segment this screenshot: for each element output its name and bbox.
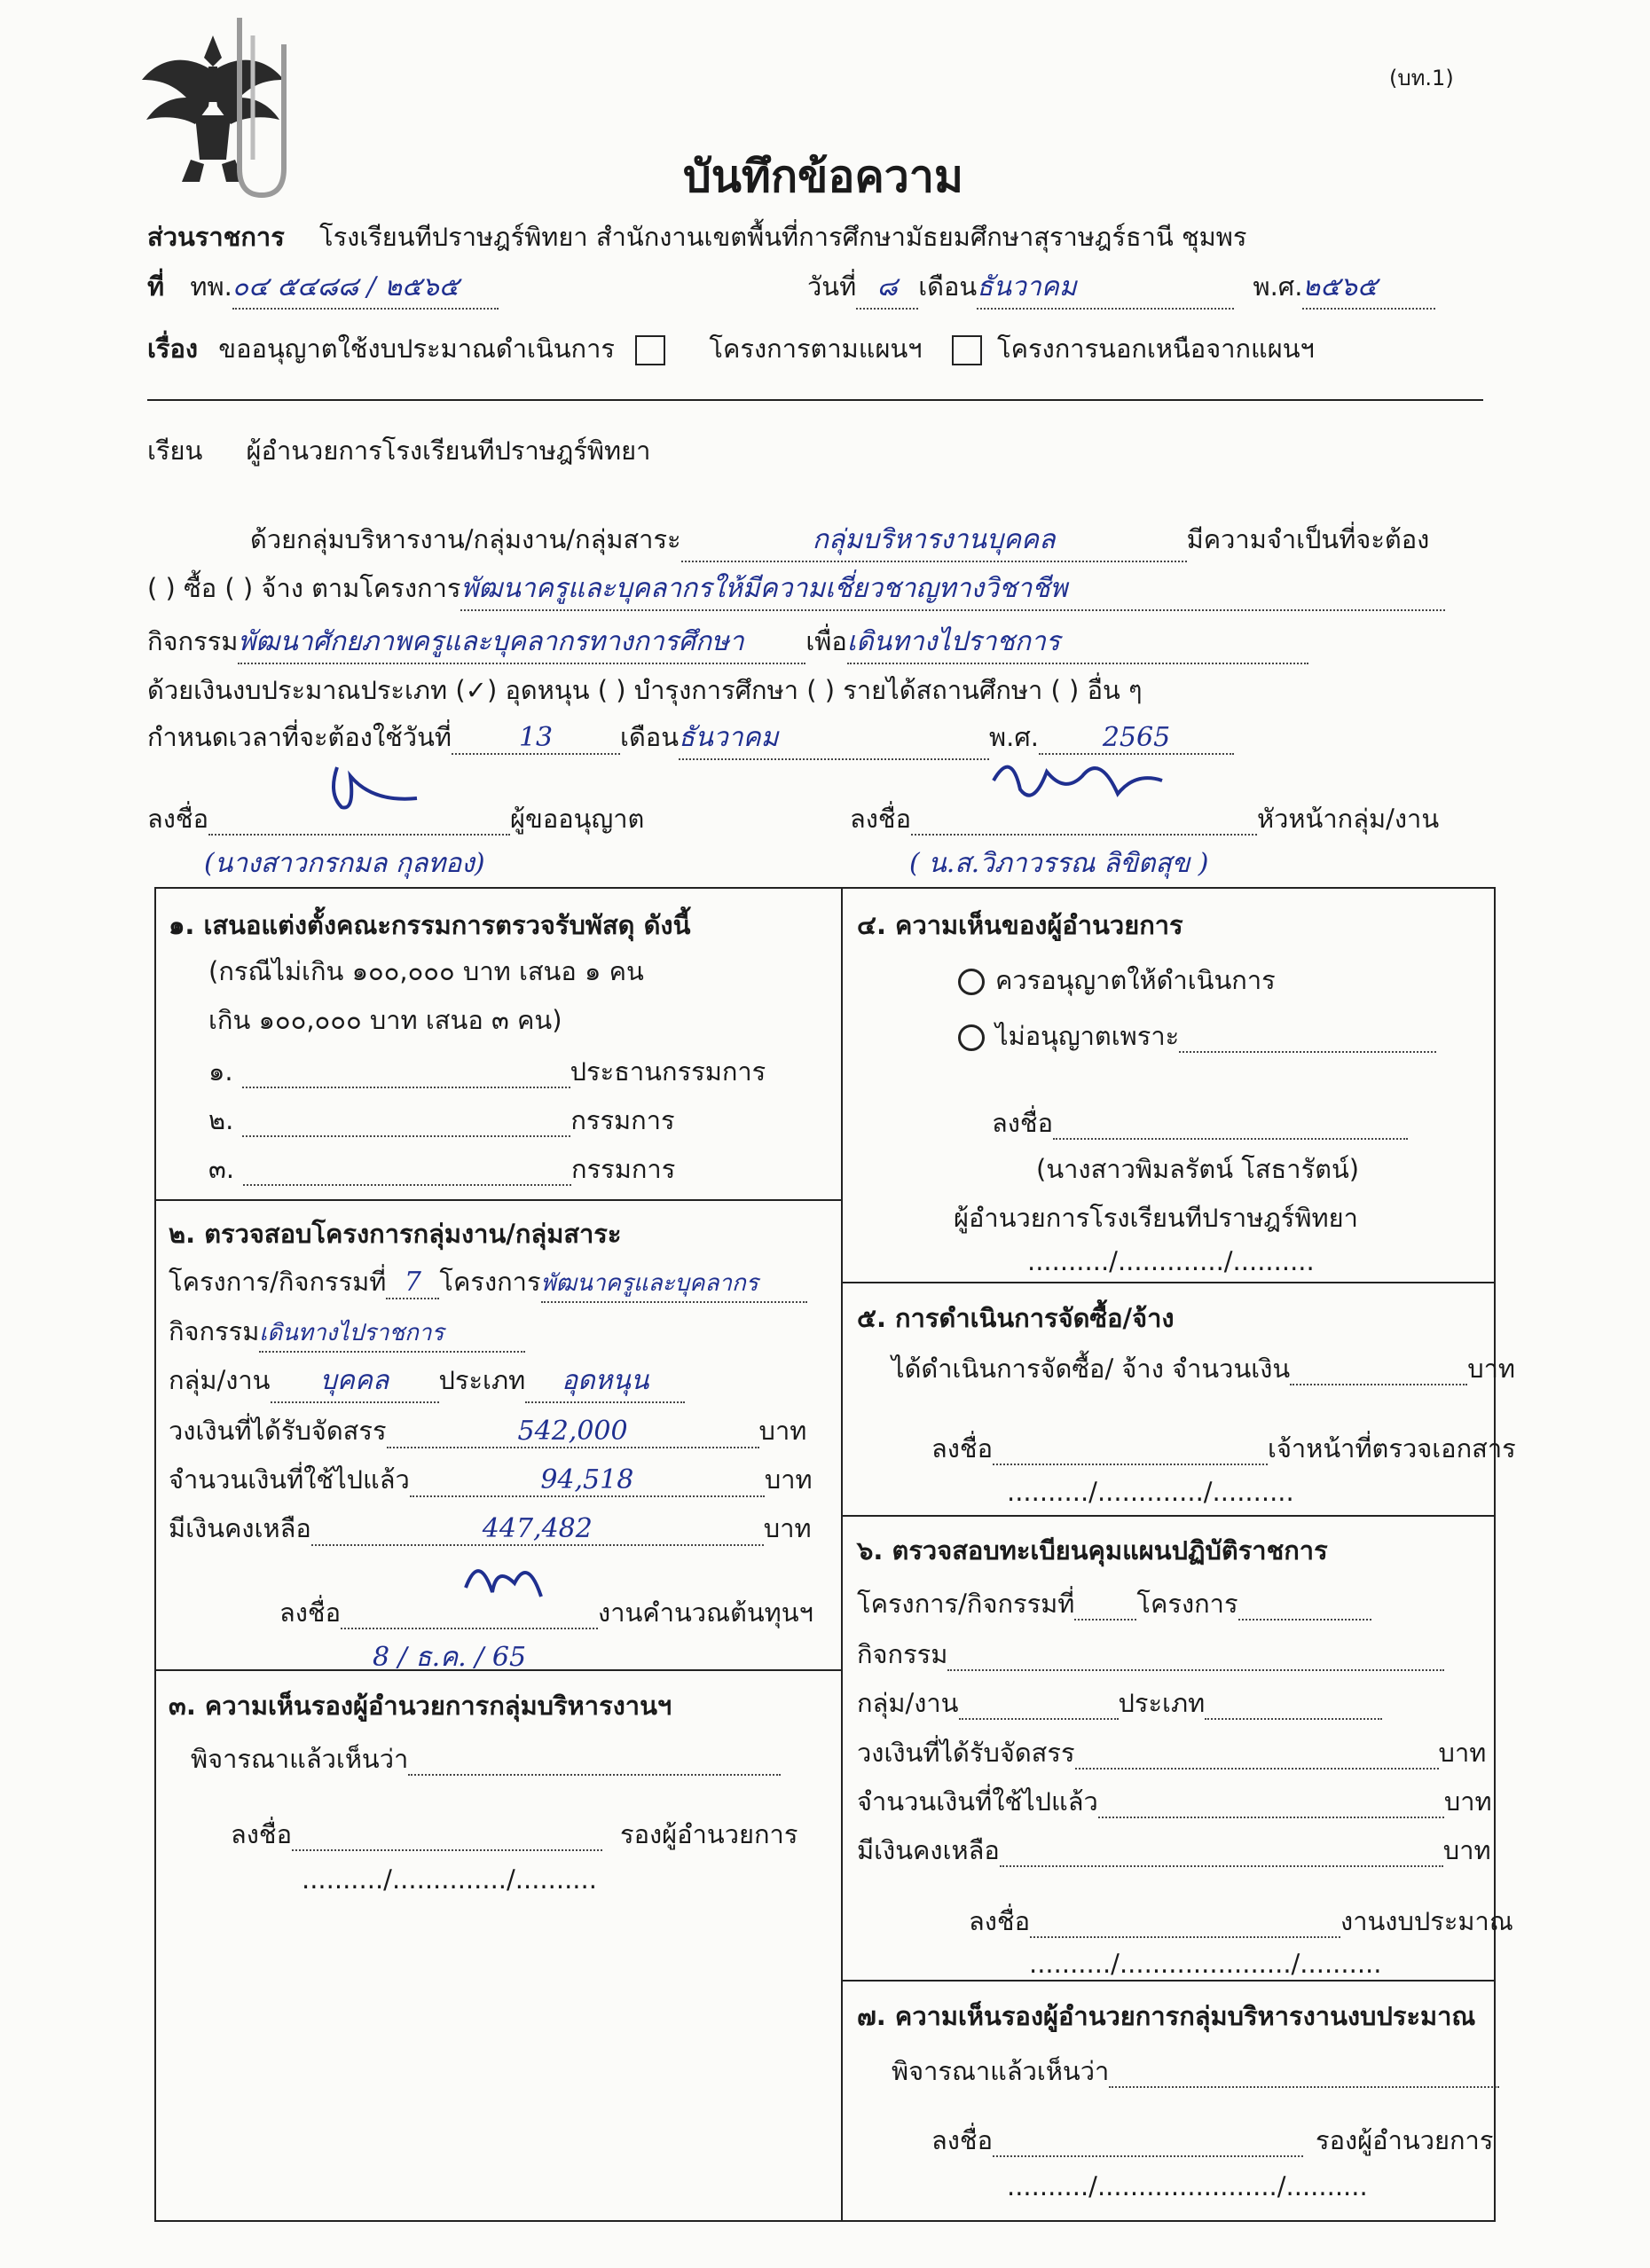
header-divider [147, 399, 1483, 401]
s6-group-label: กลุ่ม/งาน [857, 1688, 959, 1718]
s2-alloc-label: วงเงินที่ได้รับจัดสรร [169, 1416, 387, 1446]
s2-sign-date: 8 / ธ.ค. / 65 [373, 1642, 527, 1673]
s1-row1-role: ประธานกรรมการ [570, 1056, 766, 1087]
s2-proj-label2: โครงการ [439, 1267, 541, 1297]
date-day: ๘ [856, 266, 918, 310]
s4-position: ผู้อำนวยการโรงเรียนทีปราษฎร์พิทยา [954, 1203, 1358, 1233]
subject-label: เรื่อง [147, 334, 199, 364]
s6-remain-label: มีเงินคงเหลือ [857, 1835, 1000, 1865]
body-l5-prefix: กำหนดเวลาที่จะต้องใช้วันที่ [147, 722, 452, 752]
s4-opt1: ควรอนุญาตให้ดำเนินการ [995, 965, 1276, 995]
date-month: ธันวาคม [977, 266, 1234, 310]
body-l3-fill: พัฒนาศักยภาพครูและบุคลากรทางการศึกษา [238, 621, 805, 664]
s6-proj-label2: โครงการ [1136, 1589, 1238, 1619]
requester-sign-label: ลงชื่อ [147, 804, 209, 834]
agency-label: ส่วนราชการ [147, 222, 285, 252]
ref-label: ที่ [147, 271, 165, 302]
s6-used-label: จำนวนเงินที่ใช้ไปแล้ว [857, 1786, 1098, 1817]
subject-text: ขออนุญาตใช้งบประมาณดำเนินการ [218, 334, 615, 364]
grid-top [154, 887, 1496, 889]
s2-type-label: ประเภท [438, 1365, 526, 1395]
body-l2-prefix: ( ) ซื้อ ( ) จ้าง ตามโครงการ [147, 573, 461, 603]
s1-note2: เกิน ๑๐๐,๐๐๐ บาท เสนอ ๓ คน) [208, 1005, 562, 1035]
s6-remain-baht: บาท [1442, 1835, 1491, 1865]
s6-proj-label: โครงการ/กิจกรรมที่ [857, 1589, 1075, 1619]
s2-proj-value: พัฒนาครูและบุคลากร [541, 1265, 807, 1303]
s6-used-baht: บาท [1443, 1786, 1492, 1817]
s7-consider: พิจารณาแล้วเห็นว่า [892, 2056, 1110, 2086]
s3-title: ๓. ความเห็นรองผู้อำนวยการกลุ่มบริหารงานฯ [169, 1691, 672, 1721]
s1-row2-num: ๒. [208, 1105, 234, 1135]
subject-checkbox-main[interactable] [635, 335, 665, 365]
s2-used-value: 94,518 [410, 1464, 765, 1497]
s6-sign-label: ลงชื่อ [969, 1906, 1031, 1936]
body-l5-year: 2565 [1039, 722, 1234, 755]
grid-right [1494, 887, 1496, 2222]
s1-row2-role: กรรมการ [570, 1105, 675, 1135]
budget-type-line: ด้วยเงินงบประมาณประเภท (✓) อุดหนุน ( ) บำรุงการศึกษา ( ) รายได้สถานศึกษา ( ) อื่น ๆ [147, 675, 1143, 705]
s1-title: ๑. เสนอแต่งตั้งคณะกรรมการตรวจรับพัสดุ ดังนี้ [169, 910, 691, 940]
s4-name: (นางสาวพิมลรัตน์ โสธารัตน์) [1036, 1154, 1360, 1184]
s2-alloc-baht: บาท [758, 1416, 807, 1446]
grid-left [154, 887, 156, 2222]
s7-title: ๗. ความเห็นรองผู้อำนวยการกลุ่มบริหารงานงบประมาณ [857, 2001, 1476, 2031]
s5-baht: บาท [1467, 1354, 1516, 1384]
body-l5-day: 13 [452, 722, 620, 755]
head-name: ( น.ส.วิภาวรรณ ลิขิตสุข ) [909, 848, 1209, 879]
head-role: หัวหน้ากลุ่ม/งาน [1257, 804, 1440, 834]
body-l5-month-label: เดือน [620, 722, 680, 752]
subject-opt2: โครงการนอกเหนือจากแผนฯ [997, 334, 1315, 364]
s2-sign-label: ลงชื่อ [279, 1597, 342, 1628]
s4-date-blank: ........../............./.......... [1027, 1246, 1315, 1276]
requester-role: ผู้ขออนุญาต [510, 804, 645, 834]
s3-consider: พิจารณาแล้วเห็นว่า [191, 1744, 409, 1774]
s5-text: ได้ดำเนินการจัดซื้อ/ จ้าง จำนวนเงิน [892, 1354, 1291, 1384]
s3-date-blank: ........../............../.......... [302, 1864, 597, 1895]
to-label: เรียน [147, 436, 203, 466]
body-l1-suffix: มีความจำเป็นที่จะต้อง [1186, 524, 1430, 554]
s6-title: ๖. ตรวจสอบทะเบียนคุมแผนปฏิบัติราชการ [857, 1535, 1328, 1566]
s7-role: รองผู้อำนวยการ [1316, 2125, 1494, 2155]
s7-sign-label: ลงชื่อ [931, 2125, 994, 2155]
s2-alloc-value: 542,000 [387, 1416, 759, 1448]
s4-opt2-radio[interactable] [958, 1024, 985, 1051]
date-label: วันที่ [807, 271, 857, 302]
s2-proj-label: โครงการ/กิจกรรมที่ [169, 1267, 387, 1297]
s4-opt1-radio[interactable] [958, 969, 985, 995]
requester-name: (นางสาวกรกมล กุลทอง) [204, 848, 485, 879]
s7-date-blank: ........../....................../.......... [1007, 2171, 1368, 2201]
s2-type-value: อุดหนุน [525, 1360, 685, 1403]
s5-role: เจ้าหน้าที่ตรวจเอกสาร [1268, 1433, 1516, 1464]
form-code: (บท.1) [1389, 66, 1454, 90]
s2-used-baht: บาท [764, 1464, 813, 1495]
s6-act-label: กิจกรรม [857, 1639, 948, 1669]
year-label: พ.ศ. [1253, 271, 1303, 302]
s2-group-value: บุคคล [271, 1360, 439, 1403]
grid-bottom [154, 2220, 1496, 2222]
s6-alloc-label: วงเงินที่ได้รับจัดสรร [857, 1738, 1075, 1768]
grid-l1 [154, 1199, 843, 1201]
body-l3-fill2: เดินทางไปราชการ [847, 621, 1308, 664]
s3-sign-label: ลงชื่อ [231, 1819, 293, 1849]
paper-clip-icon [213, 9, 310, 204]
s6-role: งานงบประมาณ [1340, 1906, 1513, 1936]
s2-used-label: จำนวนเงินที่ใช้ไปแล้ว [169, 1464, 410, 1495]
s4-title: ๔. ความเห็นของผู้อำนวยการ [857, 910, 1183, 940]
s2-remain-baht: บาท [763, 1513, 812, 1543]
body-l3-mid: เพื่อ [805, 626, 847, 656]
body-l3-prefix: กิจกรรม [147, 626, 239, 656]
s2-title: ๒. ตรวจสอบโครงการกลุ่มงาน/กลุ่มสาระ [169, 1219, 622, 1249]
ref-prefix: ทพ. [190, 271, 232, 302]
s1-note1: (กรณีไม่เกิน ๑๐๐,๐๐๐ บาท เสนอ ๑ คน [208, 956, 644, 986]
head-signature-icon [985, 745, 1171, 816]
body-l5-month: ธันวาคม [679, 717, 989, 760]
s2-remain-value: 447,482 [311, 1513, 764, 1546]
s6-type-label: ประเภท [1118, 1688, 1206, 1718]
s6-date-blank: ........../...................../.......... [1029, 1949, 1382, 1979]
to-value: ผู้อำนวยการโรงเรียนทีปราษฎร์พิทยา [246, 436, 651, 466]
s2-sign-role: งานคำนวณต้นทุนฯ [598, 1597, 813, 1628]
s2-act-label: กิจกรรม [169, 1316, 260, 1346]
s2-signature-icon [452, 1548, 559, 1610]
date-year: ๒๕๖๕ [1302, 266, 1435, 310]
agency-value: โรงเรียนทีปราษฎร์พิทยา สำนักงานเขตพื้นที่การศึกษามัธยมศึกษาสุราษฎร์ธานี ชุมพร [319, 222, 1247, 252]
s1-row3-role: กรรมการ [571, 1154, 676, 1184]
s1-row1-num: ๑. [208, 1056, 233, 1087]
s2-act-value: เดินทางไปราชการ [259, 1314, 525, 1353]
s2-group-label: กลุ่ม/งาน [169, 1365, 271, 1395]
s4-sign-label: ลงชื่อ [992, 1108, 1054, 1138]
head-sign-label: ลงชื่อ [850, 804, 912, 834]
requester-signature-icon [319, 758, 435, 820]
grid-middle [841, 887, 843, 2222]
s2-remain-label: มีเงินคงเหลือ [169, 1513, 311, 1543]
body-l1-prefix: ด้วยกลุ่มบริหารงาน/กลุ่มงาน/กลุ่มสาระ [250, 524, 681, 554]
s5-title: ๕. การดำเนินการจัดซื้อ/จ้าง [857, 1303, 1175, 1333]
s5-date-blank: ........../............./.......... [1007, 1477, 1294, 1507]
page-title: บันทึกข้อความ [683, 151, 963, 202]
s4-opt2: ไม่อนุญาตเพราะ [995, 1021, 1180, 1051]
body-l2-fill: พัฒนาครูและบุคลากรให้มีความเชี่ยวชาญทางวิชาชีพ [460, 568, 1445, 611]
s1-row3-num: ๓. [208, 1154, 235, 1184]
month-label: เดือน [918, 271, 978, 302]
subject-checkbox-outside[interactable] [952, 335, 982, 365]
grid-r2 [841, 1515, 1496, 1517]
subject-opt1: โครงการตามแผนฯ [709, 334, 923, 364]
body-l5-year-label: พ.ศ. [989, 722, 1039, 752]
s5-sign-label: ลงชื่อ [931, 1433, 994, 1464]
ref-value: ๐๔ ๕๔๘๘ / ๒๕๖๕ [232, 266, 499, 310]
s2-proj-no: 7 [386, 1267, 439, 1299]
body-l1-fill: กลุ่มบริหารงานบุคคล [681, 519, 1187, 562]
s6-alloc-baht: บาท [1438, 1738, 1487, 1768]
s3-role: รองผู้อำนวยการ [620, 1819, 798, 1849]
grid-r1 [841, 1282, 1496, 1283]
grid-r3 [841, 1980, 1496, 1982]
